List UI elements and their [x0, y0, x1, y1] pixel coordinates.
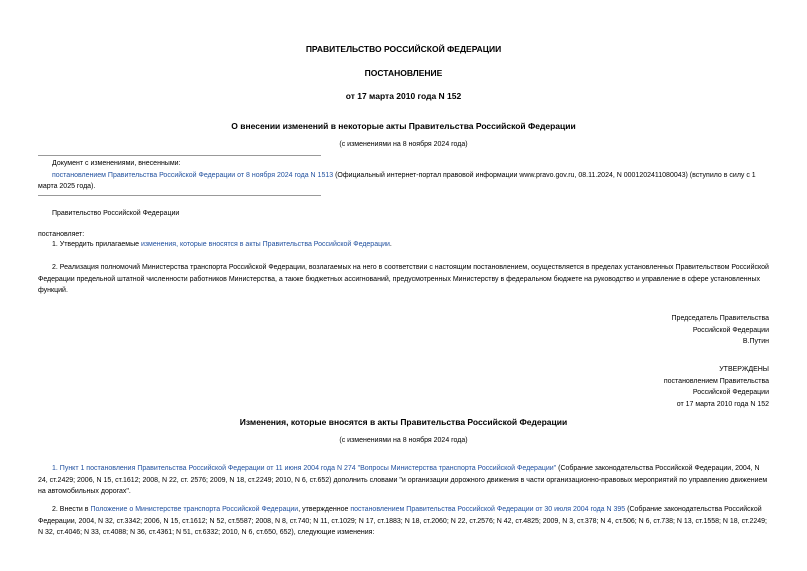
changes-intro: Документ с изменениями, внесенными: [52, 160, 181, 167]
changes-details: (Официальный интернет-портал правовой информации www.pravo.gov.ru, 08.11.2024, N 0001202411080043) (вступило в силу с 1 марта 2025 года). [38, 171, 756, 190]
document-type: ПОСТАНОВЛЕНИЕ [364, 68, 443, 78]
resolution-395-link[interactable]: постановлением Правительства Российской Федерации от 30 июля 2004 года N 395 [350, 506, 626, 513]
approval-word: УТВЕРЖДЕНЫ [719, 366, 769, 373]
approval-block [38, 364, 769, 410]
document-title: О внесении изменений в некоторые акты Правительства Российской Федерации [231, 121, 576, 131]
approval-line-3: Российской Федерации [692, 389, 769, 396]
annex-item-1: 1. Пункт 1 постановления Правительства Российской Федерации от 11 июня 2004 года N 274 "Вопросы Министерства транспорта Российской Федерации" (Собрание законодательства Российской Федерации, 2004, N 24, ст.2429; 2006, N 15, ст.1612; 2008, N 22, ст. 2576; 2009, N 18, ст.2249; 2010, N 6, ст.652) дополнить словами "и организации дорожного движения в части организационно-правовых мероприятий по управлению движением на автомобильных дорогах". [38, 465, 768, 495]
resolves-word: постановляет: [38, 231, 85, 238]
approval-line-2: постановлением Правительства [663, 377, 769, 385]
annex-item-2: 2. Внести в Положение о Министерстве транспорта Российской Федерации, утвержденное постановлением Правительства Российской Федерации от 30 июля 2004 года N 395 (Собрание законодательства Российской Федерации, 2004, N 32, ст.3342; 2006, N 15, ст.1612; N 52, ст.5587; 2008, N 8, ст.740; N 11, ст.1029; N 17, ст.1883; N 18, ст.2060; N 22, ст.2576; N 42, ст.4825; 2009, N 3, ст.378; N 4, ст.506; N 6, ст.738; N 13, ст.1558; N 18, ст.2249; N 32, ст.4046; N 33, ст.4088; N 36, ст.4361; N 51, ст.6332; 2010, N 6, ст.650, 652), следующие изменения: [38, 506, 767, 536]
annex-title: Изменения, которые вносятся в акты Правительства Российской Федерации [239, 417, 568, 427]
government-heading: ПРАВИТЕЛЬСТВО РОССИЙСКОЙ ФЕДЕРАЦИИ [305, 44, 502, 54]
issuing-body: Правительство Российской Федерации [52, 210, 180, 217]
paragraph-2: 2. Реализация полномочий Министерства транспорта Российской Федерации, возлагаемых на него в соответствии с настоящим постановлением, осуществляется в пределах установленных Правительством Российской Федерации предельной штатной численности работников Министерства, а также бюджетных ассигнований, предусмотренных Министерству в федеральном бюджете на руководство и управление в сфере установленных функций. [38, 264, 769, 294]
annex-revision-note: (с изменениями на 8 ноября 2024 года) [339, 437, 468, 444]
changes-box-top-divider [38, 155, 321, 156]
signature-position: Председатель Правительства [671, 315, 769, 322]
signature-block [38, 313, 769, 348]
revision-note: (с изменениями на 8 ноября 2024 года) [339, 141, 468, 148]
signature-name: В.Путин [742, 338, 769, 345]
ministry-regulation-link[interactable]: Положение о Министерстве транспорта Российской Федерации [90, 506, 299, 513]
approved-changes-link[interactable]: изменения, которые вносятся в акты Правительства Российской Федерации [140, 241, 390, 248]
paragraph-1: 1. Утвердить прилагаемые изменения, которые вносятся в акты Правительства Российской Федерации. [52, 241, 392, 248]
signature-org: Российской Федерации [692, 326, 769, 334]
approval-line-4: от 17 марта 2010 года N 152 [676, 400, 769, 408]
changes-box-bottom-divider [38, 195, 321, 196]
document-date-number: от 17 марта 2010 года N 152 [345, 91, 462, 101]
changes-box [38, 158, 769, 193]
item-1-link[interactable]: 1. Пункт 1 постановления Правительства Российской Федерации от 11 июня 2004 года N 274 "Вопросы Министерства транспорта Российской Федерации" [52, 465, 557, 472]
amending-act-link[interactable]: постановлением Правительства Российской Федерации от 8 ноября 2024 года N 1513 [52, 171, 334, 179]
